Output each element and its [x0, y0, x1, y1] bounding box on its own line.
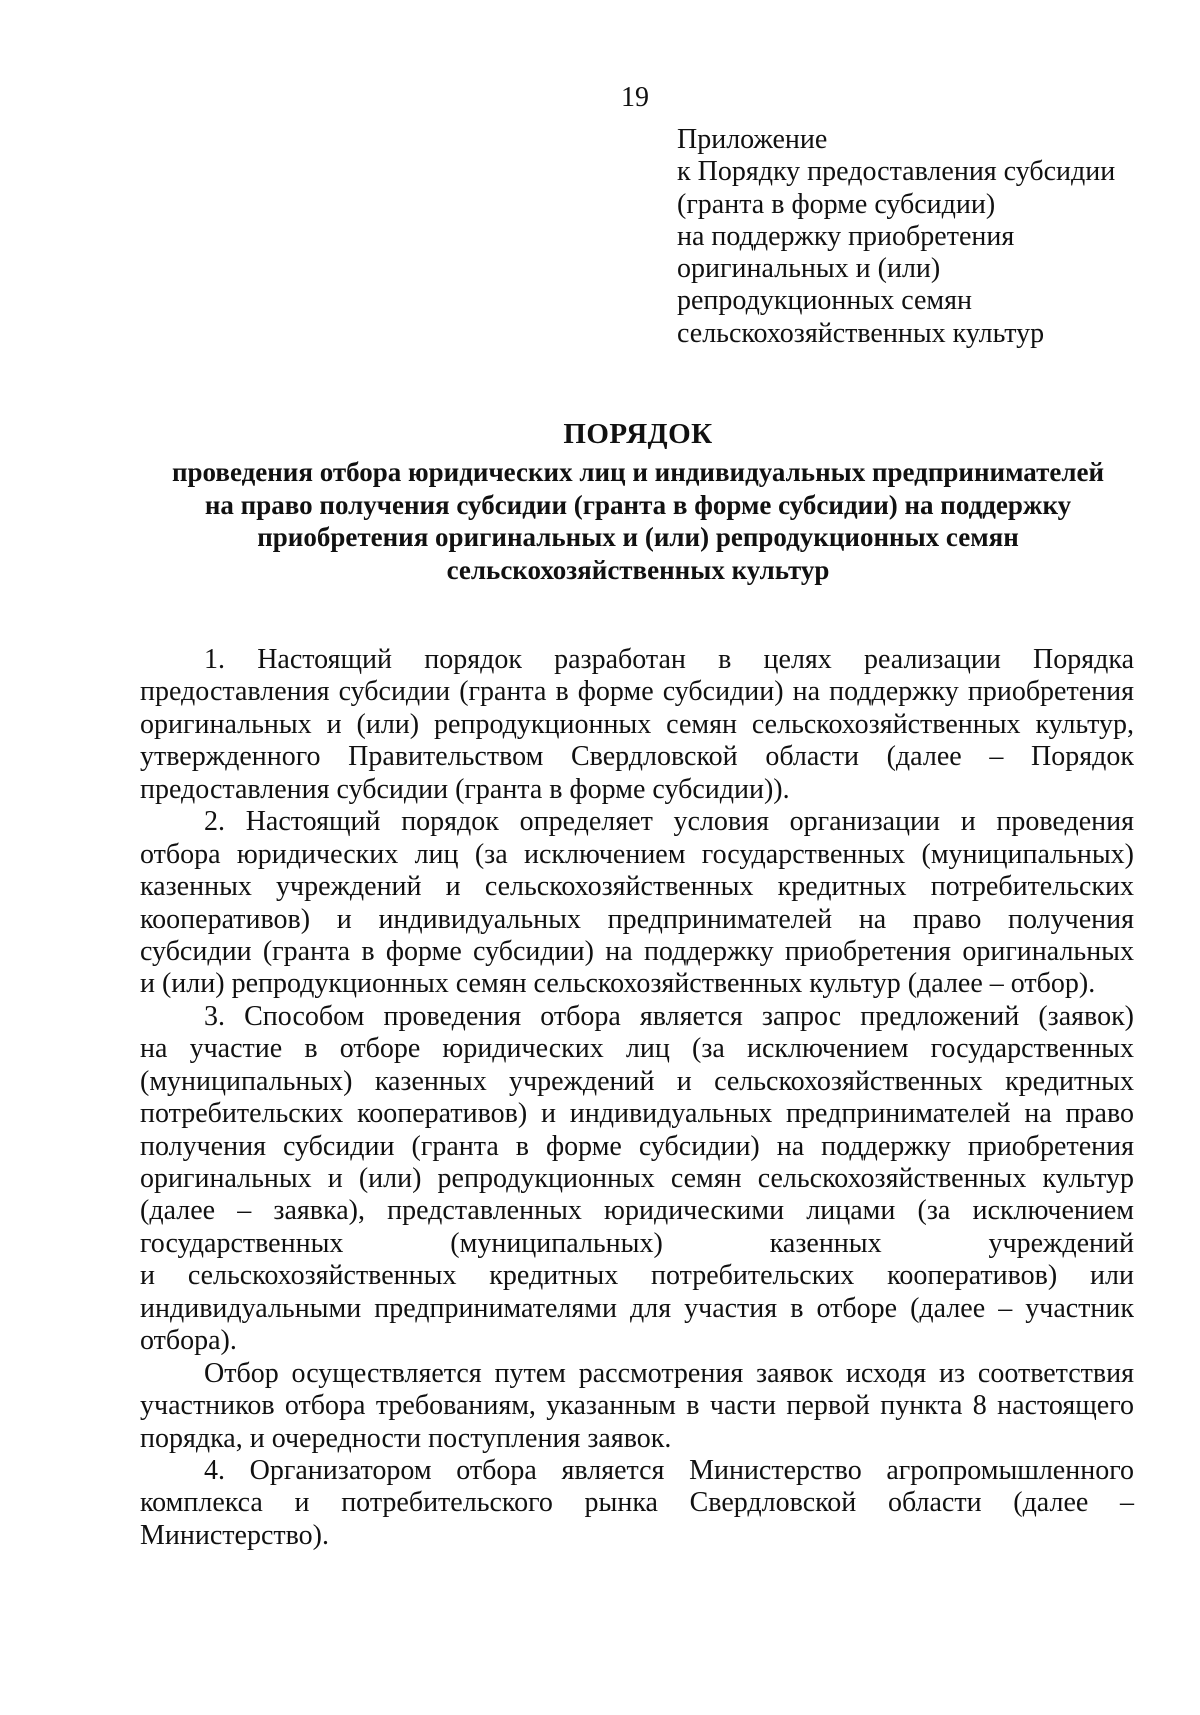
paragraph-line: получения субсидии (гранта в форме субсидии) на поддержку приобретения	[140, 1130, 1134, 1162]
paragraph-line: Министерство).	[140, 1519, 329, 1551]
paragraph-line: отбора).	[140, 1325, 237, 1357]
appendix-line: (гранта в форме субсидии)	[677, 188, 996, 220]
paragraph-line: (далее – заявка), представленных юридическими лицами (за исключением	[140, 1195, 1134, 1227]
appendix-line: к Порядку предоставления субсидии	[677, 156, 1116, 188]
paragraph-line: кооперативов) и индивидуальных предпринимателей на право получения	[140, 903, 1134, 935]
appendix-line: на поддержку приобретения	[677, 220, 1015, 252]
document-title: ПОРЯДОК	[563, 418, 713, 450]
paragraph-line: потребительских кооперативов) и индивидуальных предпринимателей на право	[140, 1098, 1134, 1130]
paragraph-line: участников отбора требованиям, указанным в части первой пункта 8 настоящего	[140, 1390, 1134, 1422]
paragraph-1	[140, 644, 1134, 806]
appendix-line: сельскохозяйственных культур	[677, 317, 1045, 349]
document-subtitle-line: проведения отбора юридических лиц и индивидуальных предпринимателей	[171, 457, 1105, 487]
paragraph-line: предоставления субсидии (гранта в форме субсидии)).	[140, 773, 790, 805]
document-subtitle-line: на право получения субсидии (гранта в форме субсидии) на поддержку	[204, 489, 1072, 520]
paragraph-line: государственных (муниципальных) казенных учреждений	[140, 1227, 1134, 1259]
page-number: 19	[621, 82, 649, 113]
appendix-line: оригинальных и (или)	[677, 253, 941, 285]
paragraph-3	[140, 1001, 1134, 1358]
paragraph-line: индивидуальными предпринимателями для участия в отборе (далее – участник	[140, 1292, 1134, 1324]
paragraph-line: и сельскохозяйственных кредитных потребительских кооперативов) или	[140, 1260, 1134, 1292]
paragraph-line: и (или) репродукционных семян сельскохозяйственных культур (далее – отбор).	[140, 968, 1096, 1000]
paragraph-line: Отбор осуществляется путем рассмотрения заявок исходя из соответствия	[204, 1357, 1134, 1389]
paragraph-line: оригинальных и (или) репродукционных семян сельскохозяйственных культур	[140, 1163, 1134, 1194]
paragraph-3-continued	[140, 1358, 1134, 1455]
document-subtitle-line: сельскохозяйственных культур	[446, 554, 830, 585]
document-title-block	[138, 416, 1138, 586]
paragraph-4	[140, 1455, 1134, 1552]
paragraph-line: 1. Настоящий порядок разработан в целях реализации Порядка	[204, 644, 1134, 675]
paragraph-line: 2. Настоящий порядок определяет условия организации и проведения	[204, 806, 1134, 838]
appendix-header	[677, 124, 1157, 350]
paragraph-line: утвержденного Правительством Свердловской области (далее – Порядок	[140, 741, 1134, 773]
paragraph-line: 4. Организатором отбора является Министерство агропромышленного	[204, 1454, 1134, 1486]
paragraph-2	[140, 806, 1134, 1001]
paragraph-line: 3. Способом проведения отбора является запрос предложений (заявок)	[204, 1000, 1134, 1032]
paragraph-line: оригинальных и (или) репродукционных семян сельскохозяйственных культур,	[140, 708, 1134, 740]
paragraph-line: предоставления субсидии (гранта в форме субсидии) на поддержку приобретения	[140, 676, 1134, 708]
paragraph-line: отбора юридических лиц (за исключением государственных (муниципальных)	[140, 838, 1134, 870]
paragraph-line: (муниципальных) казенных учреждений и сельскохозяйственных кредитных	[140, 1065, 1134, 1097]
paragraph-line: комплекса и потребительского рынка Свердловской области (далее –	[140, 1487, 1134, 1519]
paragraph-line: субсидии (гранта в форме субсидии) на поддержку приобретения оригинальных	[140, 935, 1134, 967]
appendix-line: репродукционных семян	[677, 285, 972, 317]
document-subtitle-line: приобретения оригинальных и (или) репродукционных семян	[257, 522, 1019, 552]
paragraph-line: на участие в отборе юридических лиц (за исключением государственных	[140, 1033, 1134, 1065]
appendix-line: Приложение	[677, 124, 828, 155]
document-body	[140, 644, 1134, 1552]
paragraph-line: порядка, и очередности поступления заявок.	[140, 1422, 672, 1454]
paragraph-line: казенных учреждений и сельскохозяйственных кредитных потребительских	[140, 871, 1134, 903]
